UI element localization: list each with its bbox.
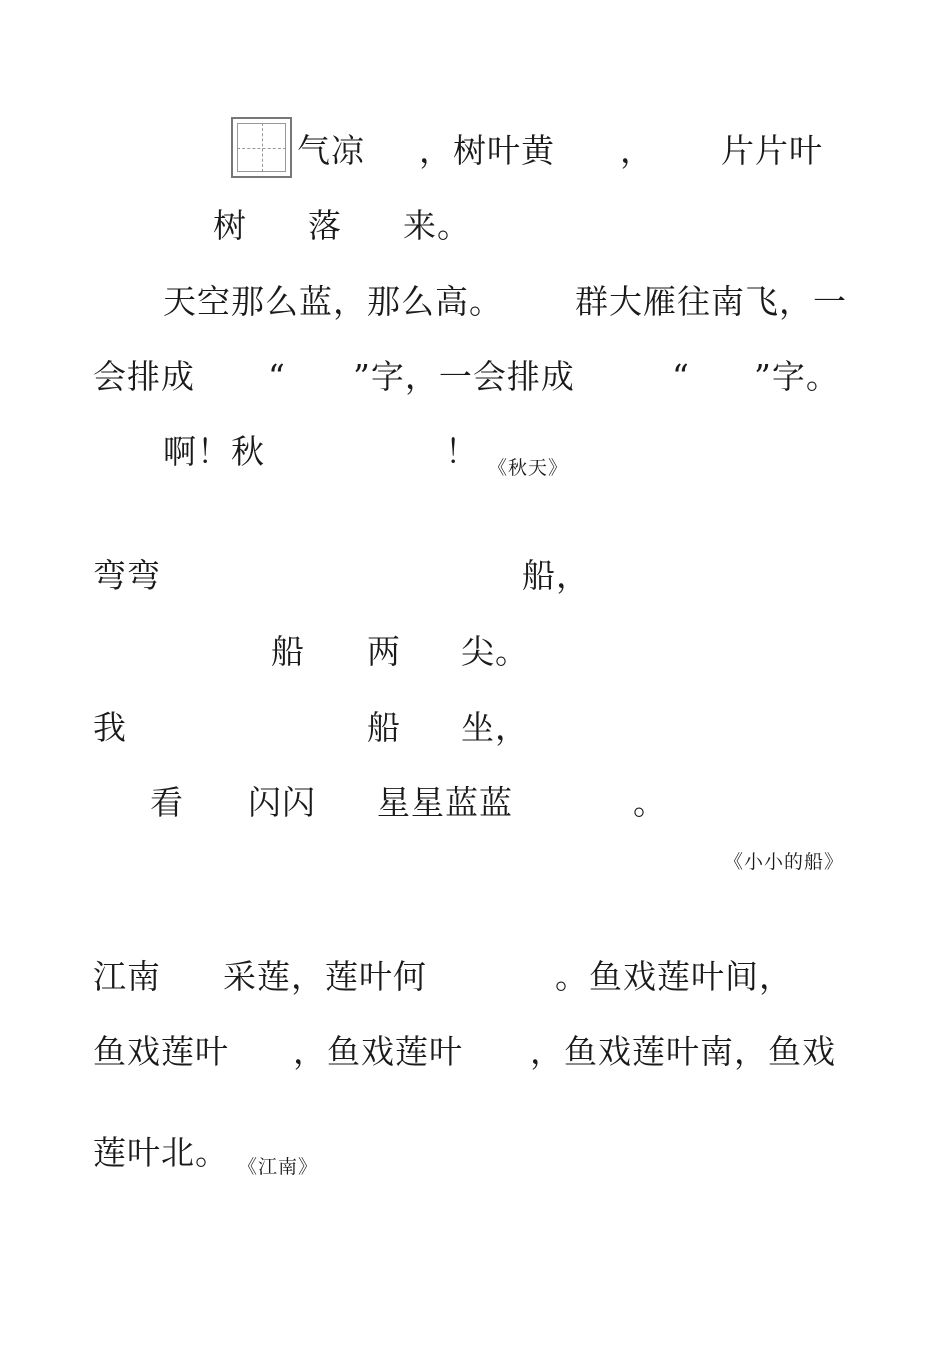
poem3-line3-part1: 莲叶北。	[93, 1133, 229, 1172]
poem1-source: 《秋天》	[488, 457, 569, 479]
poem3-line2-part2: ，鱼戏莲叶	[293, 1032, 463, 1071]
poem1-line2-part2: 落	[308, 206, 342, 245]
poem1-line4-quote-open: “	[268, 357, 286, 396]
poem2-line4-part3: 星星蓝蓝	[377, 783, 513, 822]
poem2-line2-part2: 两	[367, 632, 401, 671]
poem2-line2-part3: 尖。	[461, 632, 529, 671]
poem1-line2-part1: 树	[213, 206, 247, 245]
writing-grid-box[interactable]	[231, 117, 292, 178]
poem2-line1-part1: 弯弯	[93, 556, 161, 595]
poem1-line5-part2: ！	[445, 432, 479, 471]
poem3-line1-part2: 采莲，莲叶何	[223, 957, 427, 996]
poem2-line4-part1: 看	[150, 783, 184, 822]
poem1-line2-part3: 来。	[403, 206, 471, 245]
poem1-line4-part1: 会排成	[93, 357, 195, 396]
poem1-line4-part3: ”字。	[754, 357, 840, 396]
poem1-line4-part2: ”字，一会排成	[353, 357, 575, 396]
poem1-line3-part2: 群大雁往南飞，一	[575, 282, 847, 321]
poem3-line1-part1: 江南	[93, 957, 161, 996]
poem1-line1-part3: ，	[620, 131, 654, 170]
poem1-line1-part1: 气凉	[297, 131, 365, 170]
poem3-line2-part3: ，鱼戏莲叶南，鱼戏	[530, 1032, 836, 1071]
poem2-line4-part4: 。	[633, 783, 667, 822]
grid-box-horizontal-guide	[237, 148, 286, 149]
poem2-line2-part1: 船	[271, 632, 305, 671]
poem2-line3-part1: 我	[93, 708, 127, 747]
poem2-line4-part2: 闪闪	[248, 783, 316, 822]
poem1-line5-part1: 啊！秋	[163, 432, 265, 471]
poem3-line2-part1: 鱼戏莲叶	[93, 1032, 229, 1071]
poem2-source: 《小小的船》	[724, 851, 845, 873]
poem1-line1-part2: ，树叶黄	[419, 131, 555, 170]
poem1-line3-part1: 天空那么蓝，那么高。	[163, 282, 503, 321]
poem1-line4-quote-open-2: “	[672, 357, 690, 396]
poem3-source: 《江南》	[238, 1156, 319, 1178]
poem1-line1-part4: 片片叶	[721, 131, 823, 170]
poem2-line3-part2: 船	[367, 708, 401, 747]
poem3-line1-part3: 。鱼戏莲叶间，	[555, 957, 793, 996]
poem2-line3-part3: 坐，	[461, 708, 529, 747]
poem2-line1-part2: 船，	[522, 556, 590, 595]
